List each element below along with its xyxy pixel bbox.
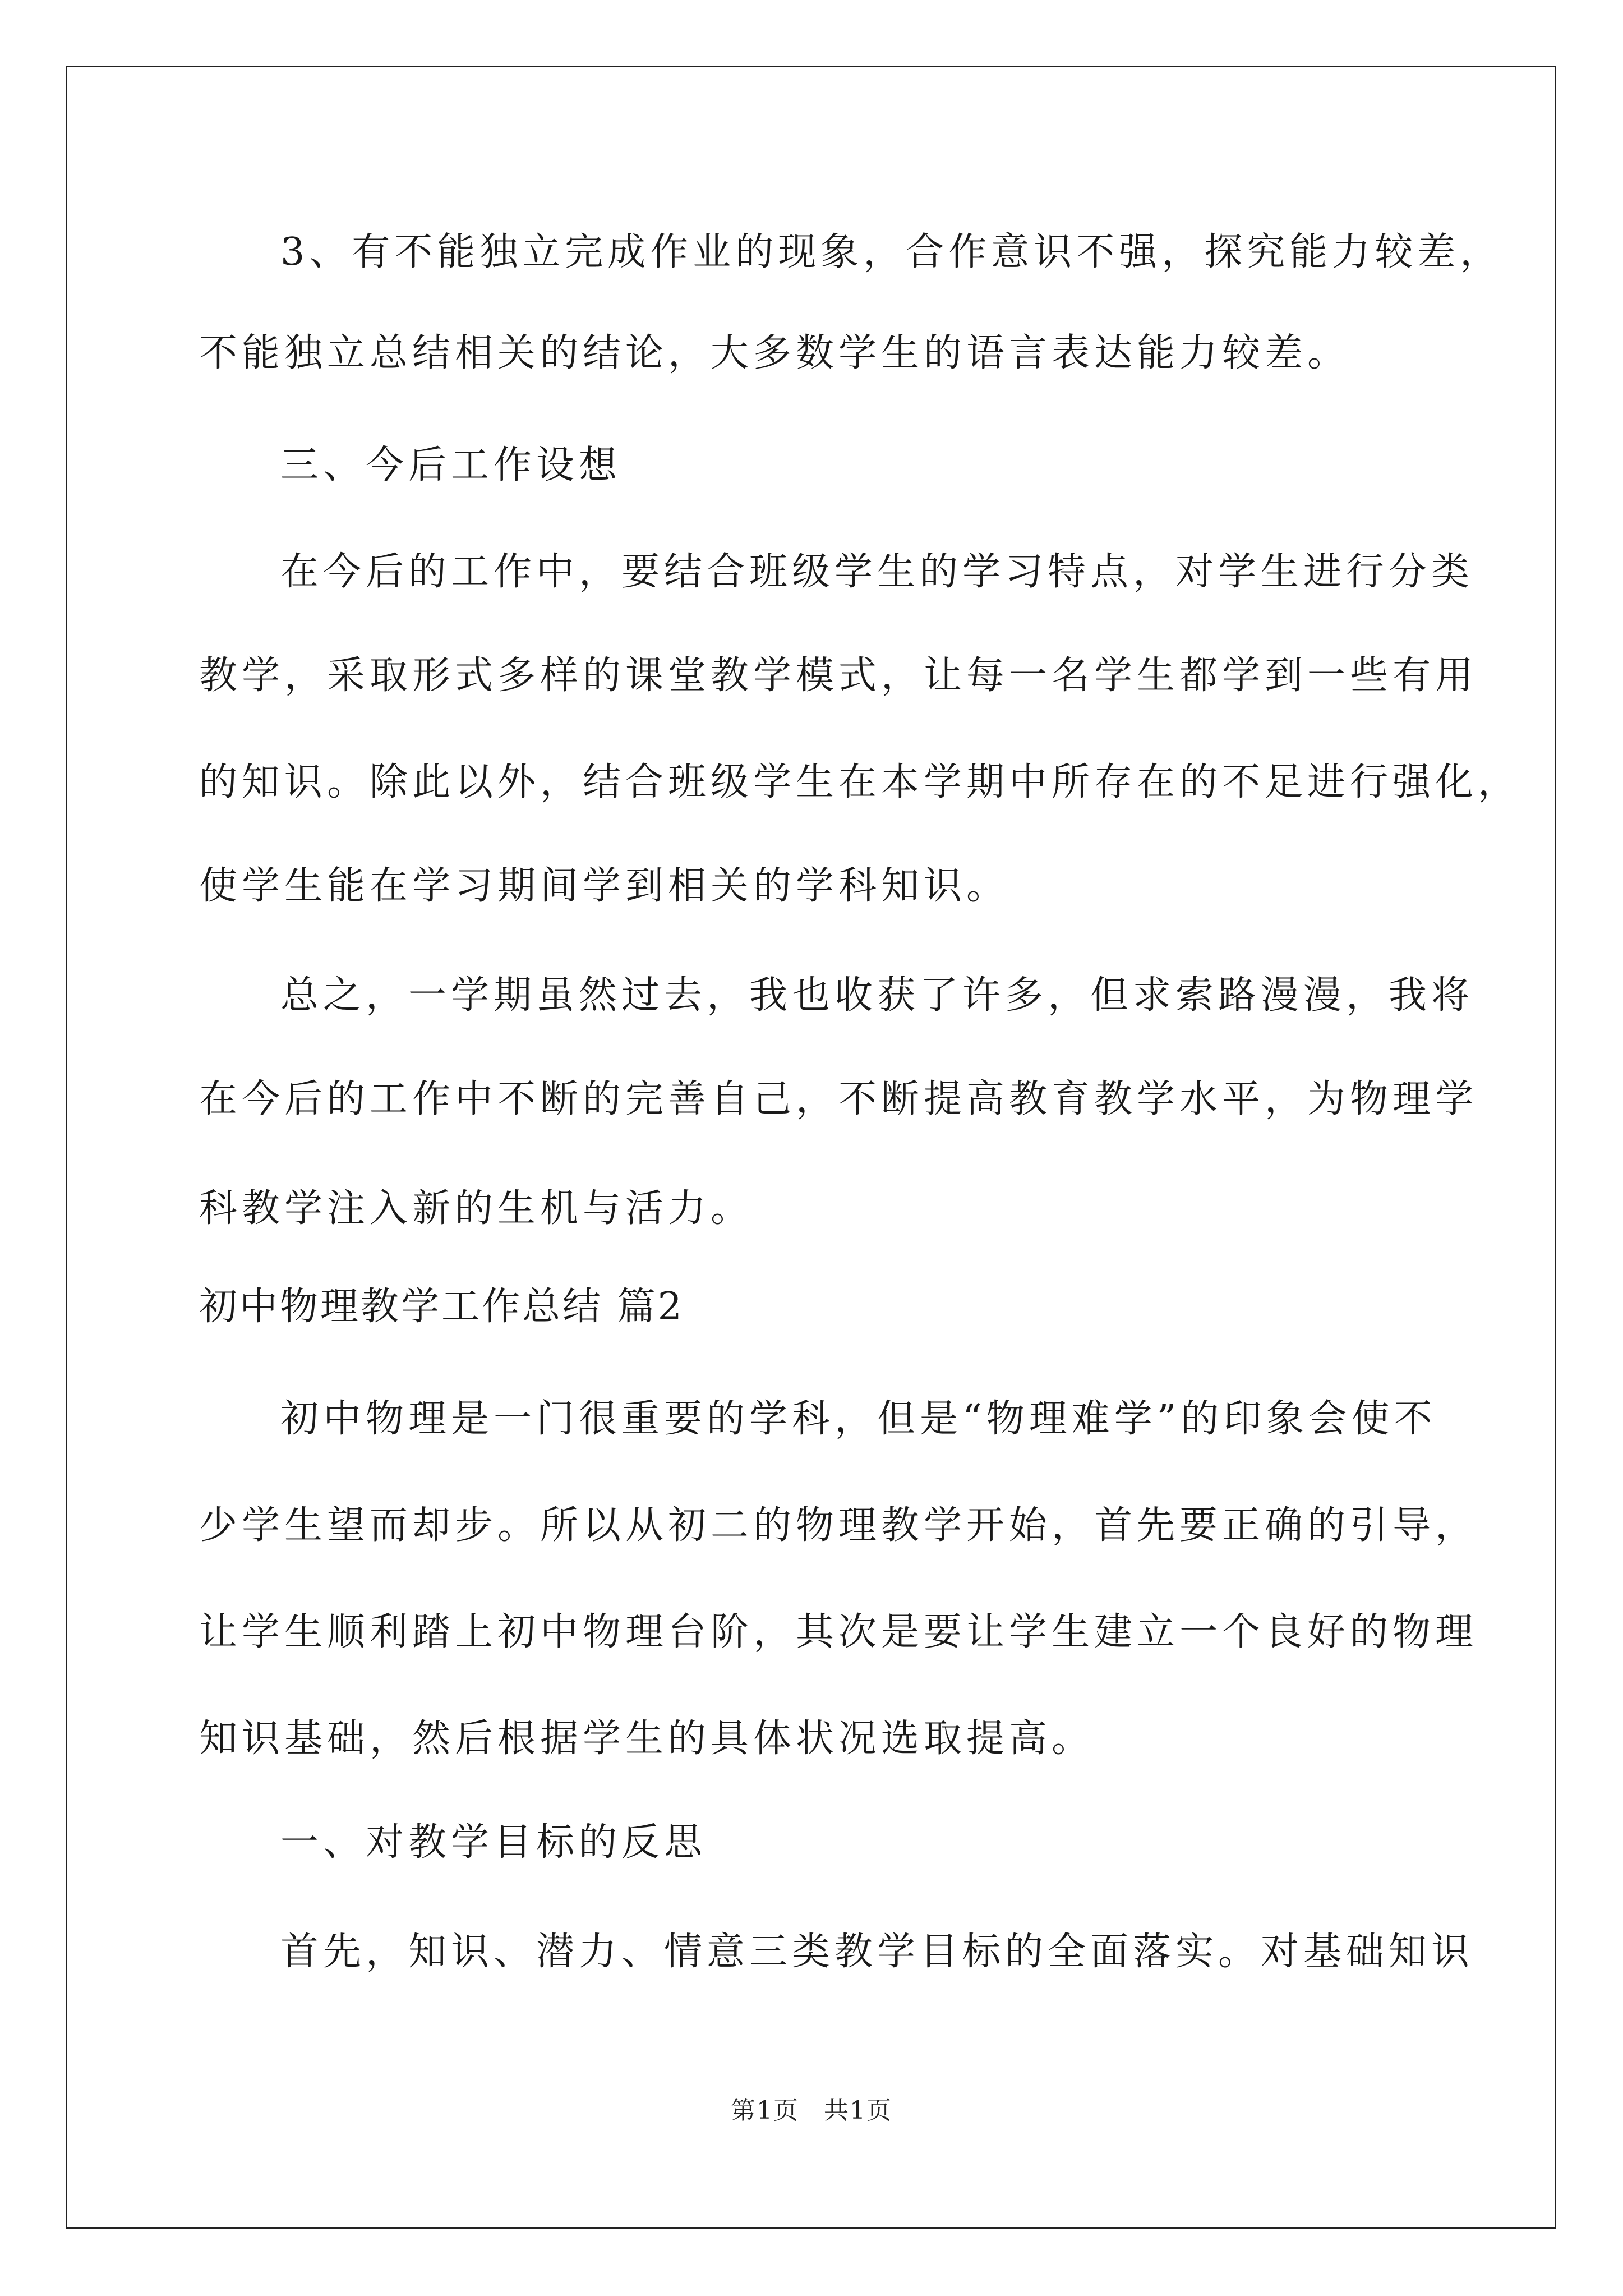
page-border xyxy=(66,66,1556,2229)
page-footer xyxy=(0,2094,1623,2128)
paragraph-line: 在今后的工作中不断的完善自己，不断提高教育教学水平，为物理学 xyxy=(199,1077,1478,1121)
paragraph-line: 的知识。除此以外，结合班级学生在本学期中所存在的不足进行强化， xyxy=(199,760,1521,804)
paragraph-line: 教学，采取形式多样的课堂教学模式，让每一名学生都学到一些有用 xyxy=(199,654,1478,698)
section-heading: 一、对教学目标的反思 xyxy=(280,1820,707,1865)
paragraph-line: 在今后的工作中，要结合班级学生的学习特点，对学生进行分类 xyxy=(280,550,1474,594)
article-title: 初中物理教学工作总结 篇2 xyxy=(199,1285,684,1329)
section-heading: 三、今后工作设想 xyxy=(280,443,622,487)
page-total: 共1页 xyxy=(824,2096,892,2125)
paragraph-line: 不能独立总结相关的结论，大多数学生的语言表达能力较差。 xyxy=(199,331,1350,375)
paragraph-line: 让学生顺利踏上初中物理台阶，其次是要让学生建立一个良好的物理 xyxy=(199,1610,1478,1654)
paragraph-line: 知识基础，然后根据学生的具体状况选取提高。 xyxy=(199,1717,1095,1761)
page-number: 第1页 xyxy=(731,2096,799,2125)
paragraph-line: 总之，一学期虽然过去，我也收获了许多，但求索路漫漫，我将 xyxy=(280,973,1474,1018)
paragraph-line: 3、有不能独立完成作业的现象，合作意识不强，探究能力较差， xyxy=(280,230,1503,274)
paragraph-line: 科教学注入新的生机与活力。 xyxy=(199,1186,754,1231)
paragraph-line: 少学生望而却步。所以从初二的物理教学开始，首先要正确的引导， xyxy=(199,1503,1478,1548)
paragraph-line: 首先，知识、潜力、情意三类教学目标的全面落实。对基础知识 xyxy=(280,1930,1474,1974)
paragraph-line: 使学生能在学习期间学到相关的学科知识。 xyxy=(199,864,1009,908)
paragraph-line: 初中物理是一门很重要的学科，但是“物理难学”的印象会使不 xyxy=(280,1397,1437,1441)
